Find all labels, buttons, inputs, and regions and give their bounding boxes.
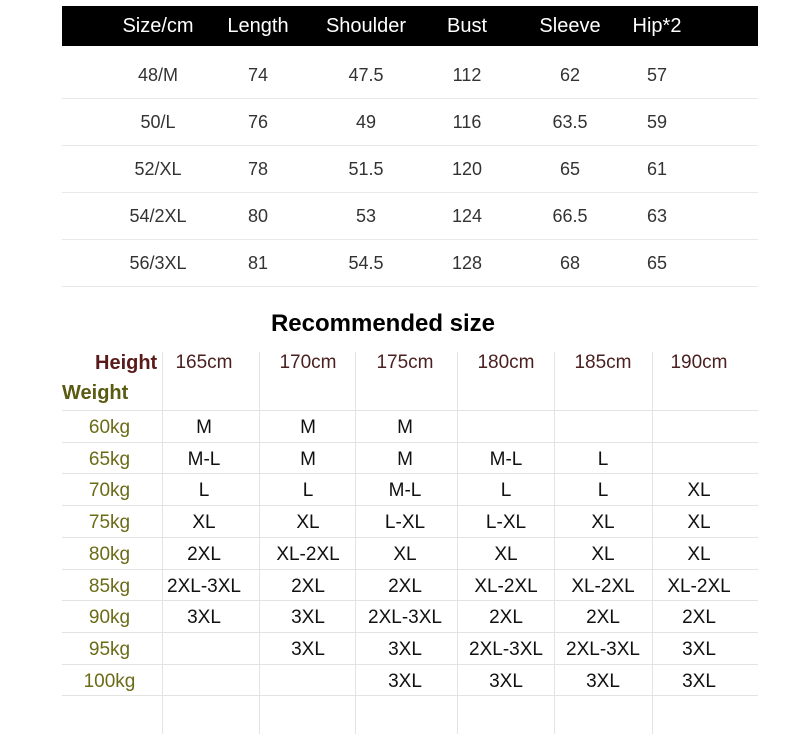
weight-row: [62, 412, 162, 444]
recommended-size-cell: XL: [296, 512, 320, 534]
size-table-cell: 62: [559, 65, 581, 85]
size-table-cell: 65: [559, 159, 581, 179]
size-table-cell: 124: [451, 206, 483, 226]
size-table-cell: 49: [355, 112, 377, 132]
recommended-size-cell: M: [300, 417, 316, 438]
size-table-cell: 65: [646, 253, 668, 273]
size-table-cell: 78: [247, 159, 269, 179]
recommended-size-cell: XL: [591, 512, 615, 534]
recommended-size-cell: XL: [687, 480, 711, 502]
weight-row: [62, 475, 162, 507]
size-table-cell: 51.5: [348, 159, 384, 179]
recommended-size-cell: XL: [591, 543, 615, 565]
recommended-size-cell: 3XL: [489, 670, 523, 692]
recommended-size-cell: M-L: [489, 448, 523, 470]
recommended-size-cell: L: [198, 480, 210, 502]
recommended-size-cell: L: [597, 480, 609, 502]
recommended-size-cell: XL-2XL: [474, 575, 538, 597]
recommended-size-cell: 3XL: [388, 638, 422, 660]
size-table-cell: 81: [247, 253, 269, 273]
recommended-size-cell: 3XL: [187, 607, 221, 629]
size-table-cell: 53: [355, 206, 377, 226]
recommended-size-cell: L: [302, 480, 314, 502]
recommended-size-cell: 2XL-3XL: [167, 575, 241, 597]
height-column-header: 180cm: [477, 352, 535, 373]
recommended-size-cell: M-L: [388, 480, 422, 502]
size-table-cell: 63: [646, 206, 668, 226]
recommended-size-cell: 2XL-3XL: [469, 638, 543, 660]
recommended-size-cell: 2XL: [586, 607, 620, 629]
size-table-cell: 68: [559, 253, 581, 273]
weight-row-label: 80kg: [88, 543, 131, 565]
height-column-header: 190cm: [670, 352, 728, 373]
size-table-cell: 80: [247, 206, 269, 226]
recommended-size-cell: 2XL: [682, 607, 716, 629]
recommended-size-cell: M: [300, 448, 316, 470]
size-table-cell: 54.5: [348, 253, 384, 273]
size-table-cell: 50/L: [140, 112, 176, 132]
header-size: Size/cm: [122, 15, 194, 37]
weight-row-label: 85kg: [88, 575, 131, 597]
size-table-cell: 120: [451, 159, 483, 179]
size-table-header: [62, 6, 758, 46]
header-length: Length: [227, 15, 289, 37]
size-table-cell: 76: [247, 112, 269, 132]
recommended-size-cell: XL: [192, 512, 216, 534]
recommended-size-cell: L-XL: [384, 512, 426, 534]
weight-row-label: 75kg: [88, 512, 131, 534]
recommended-size-cell: 2XL: [187, 543, 221, 565]
size-table-cell: 59: [646, 112, 668, 132]
recommended-size-cell: 2XL: [388, 575, 422, 597]
header-bust: Bust: [446, 15, 488, 37]
weight-row-label: 60kg: [88, 417, 131, 438]
size-table-cell: 57: [646, 65, 668, 85]
recommended-size-cell: M-L: [187, 448, 221, 470]
weight-row: [62, 634, 162, 666]
size-table-cell: 112: [452, 65, 482, 85]
recommended-size-cell: XL: [687, 512, 711, 534]
size-table-row: [62, 193, 758, 240]
weight-row-label: 100kg: [83, 670, 136, 692]
weight-row-label: 70kg: [88, 480, 131, 502]
weight-row: [62, 666, 162, 698]
height-axis-label: Height: [95, 352, 158, 374]
weight-row-label: 90kg: [88, 607, 131, 629]
weight-row: [62, 571, 162, 603]
size-table-row: [62, 99, 758, 146]
weight-row: [62, 507, 162, 539]
recommended-size-cell: 3XL: [291, 607, 325, 629]
recommended-size-cell: 2XL: [489, 607, 523, 629]
height-column-header: 185cm: [574, 352, 632, 373]
recommended-size-cell: 2XL: [291, 575, 325, 597]
recommended-size-cell: 2XL-3XL: [368, 607, 442, 629]
size-table-cell: 116: [452, 112, 482, 132]
size-table-cell: 47.5: [348, 65, 384, 85]
header-shoulder: Shoulder: [325, 15, 407, 37]
row-divider: [62, 286, 758, 287]
height-column-header: 165cm: [175, 352, 233, 373]
recommended-size-cell: 3XL: [682, 638, 716, 660]
recommended-size-cell: XL-2XL: [571, 575, 635, 597]
recommended-size-cell: XL: [687, 543, 711, 565]
height-column-header: 170cm: [279, 352, 337, 373]
weight-row: [62, 539, 162, 571]
weight-row: [62, 444, 162, 476]
weight-row-label: 65kg: [88, 448, 131, 470]
size-table-row: [62, 146, 758, 193]
recommended-size-cell: XL: [393, 543, 417, 565]
header-sleeve: Sleeve: [539, 15, 601, 37]
recommended-size-cell: XL-2XL: [667, 575, 731, 597]
recommended-size-cell: 3XL: [291, 638, 325, 660]
weight-row: [62, 602, 162, 634]
size-table-cell: 54/2XL: [129, 206, 187, 226]
size-table-row: [62, 52, 758, 99]
recommended-size-cell: 3XL: [586, 670, 620, 692]
recommended-size-cell: M: [196, 417, 212, 438]
size-table-cell: 66.5: [552, 206, 588, 226]
recommended-size-cell: XL: [494, 543, 518, 565]
recommended-size-cell: M: [397, 417, 413, 438]
recommended-size-cell: 3XL: [388, 670, 422, 692]
recommended-size-cell: 3XL: [682, 670, 716, 692]
recommended-size-cell: XL-2XL: [276, 543, 340, 565]
recommended-size-cell: 2XL-3XL: [566, 638, 640, 660]
size-table-cell: 48/M: [137, 65, 179, 85]
recommended-size-cell: M: [397, 448, 413, 470]
size-table-cell: 61: [646, 159, 668, 179]
height-column-header: 175cm: [376, 352, 434, 373]
recommended-size-cell: L: [597, 448, 609, 470]
grid-row-line: [62, 410, 758, 411]
recommended-size-cell: L-XL: [485, 512, 527, 534]
size-table-cell: 52/XL: [134, 159, 182, 179]
size-table-cell: 63.5: [552, 112, 588, 132]
weight-row-label: 95kg: [88, 638, 131, 660]
size-table-cell: 128: [451, 253, 483, 273]
recommended-size-cell: L: [500, 480, 512, 502]
header-hip: Hip*2: [632, 15, 682, 37]
size-table-cell: 74: [247, 65, 269, 85]
weight-axis-label: Weight: [62, 382, 129, 404]
size-table-row: [62, 240, 758, 287]
recommended-title: Recommended size: [270, 310, 496, 337]
size-table-cell: 56/3XL: [129, 253, 187, 273]
